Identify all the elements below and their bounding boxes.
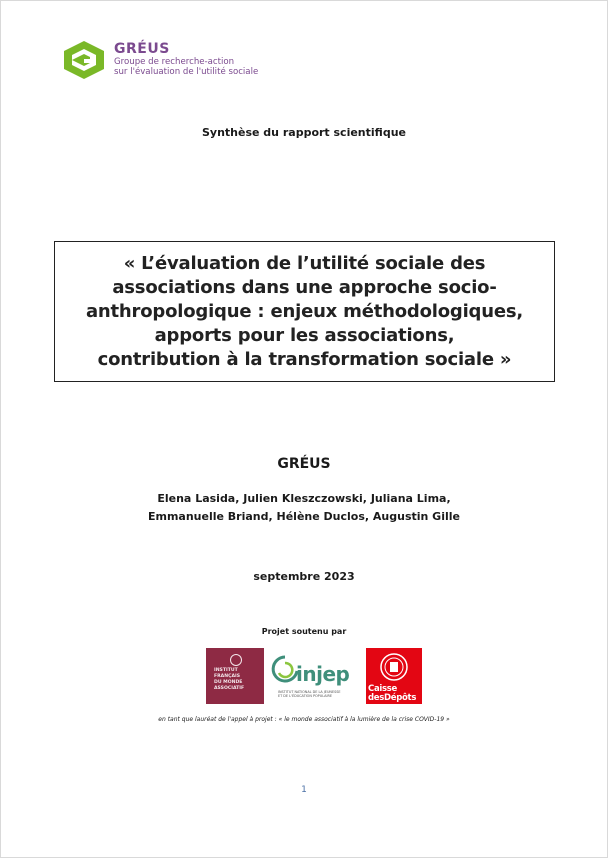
page-number: 1 xyxy=(301,785,307,795)
title-box xyxy=(54,241,555,382)
greus-hexagon-icon xyxy=(62,40,106,80)
laureat-note: en tant que lauréat de l'appel à projet : « le monde associatif à la lumière de la crise COVID-19 » xyxy=(158,716,450,723)
document-subtitle: Synthèse du rapport scientifique xyxy=(202,126,406,139)
logo-tagline-1: Groupe de recherche-action xyxy=(114,57,235,67)
authors-line-2: Emmanuelle Briand, Hélène Duclos, Augustin Gille xyxy=(147,510,460,523)
organization-name: GRÉUS xyxy=(277,456,331,472)
authors-line-1: Elena Lasida, Julien Kleszczowski, Juliana Lima, xyxy=(157,492,451,505)
ifma-logo-text: INSTITUT FRANÇAIS DU MONDE ASSOCIATIF xyxy=(214,668,245,691)
cdc-logo-name: Caisse desDépôts xyxy=(368,684,417,703)
injep-logo-name: injep xyxy=(296,662,350,686)
greus-logo xyxy=(62,40,258,80)
ifma-emblem-icon xyxy=(230,654,242,666)
logo-name: GRÉUS xyxy=(114,41,170,57)
authors xyxy=(0,490,608,526)
ifma-logo xyxy=(206,648,264,704)
cdc-seal-icon xyxy=(379,652,409,682)
supported-by-label: Projet soutenu par xyxy=(261,627,347,636)
injep-logo xyxy=(268,650,364,704)
document-title: « L’évaluation de l’utilité sociale des associations dans une approche socio- anthropologique : enjeux méthodologiques, apports pour les associations, contribution à la transformation sociale » xyxy=(85,252,524,370)
publication-date: septembre 2023 xyxy=(253,570,355,583)
injep-logo-subtext: INSTITUT NATIONAL DE LA JEUNESSE ET DE L'ÉDUCATION POPULAIRE xyxy=(278,690,341,698)
logo-tagline-2: sur l'évaluation de l'utilité sociale xyxy=(114,67,259,77)
caisse-des-depots-logo xyxy=(366,648,422,704)
